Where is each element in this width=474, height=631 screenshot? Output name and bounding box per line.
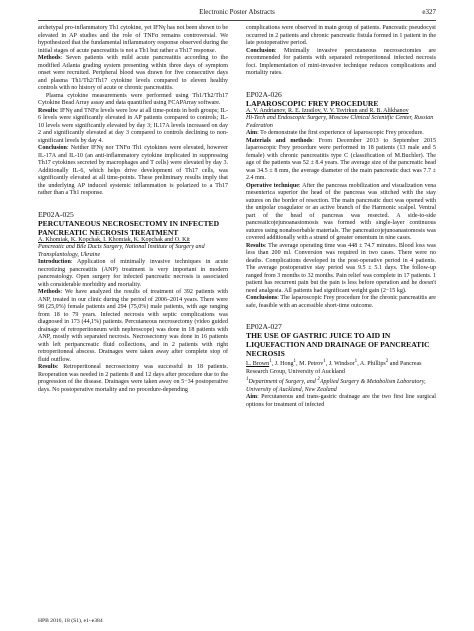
abstract-affiliation: Pancreatic and Bile Ducts Surgery, National Institute of Surgery and Transplantology, Ukraine [38,244,205,258]
technique-paragraph: Operative technique: After the pancreas mobilization and visualization vena mesenterica superior the head of the pancreas was stitched with the stay sutures on the border of resection. The main pancreatic duct was opened with the unipolar coagulator or an active branch of the Harmonic scalpel. Ventral part of the head of pancreas was resected. A side-to-side pancreaticojejunoanastomosis was formed with single-layer continuous sutures using nonabsorbable materials. The pancreaticojejunoanastomosis was covered additionally with a strand of greater omentum in nine cases. [246,182,436,241]
results-paragraph: Results: Retroperitoneal necrosectomy was successful in 18 patients. Reoperation was needed in 2 patients 8 and 12 days after procedure due to the progression of the disease. Drainages were taken away on 5−34 postoperative days. No postoperative mortality and no procedure-depending [38,364,228,393]
conclusions-paragraph: Conclusions: The laparoscopic Frey procedure for the chronic pancreatitis are safe, feasible with an accessible short-time outcome. [246,295,436,309]
results-paragraph: Results: The average operating time was 448 ± 74.7 minutes. Blood loss was less than 200 ml. Conversion was required in two cases. There were no deaths. Complications developed in the post-operative period in 4 patients. The average postoperative stay period was 9.5 ± 5.1 days. The follow-up ranged from 3 months to 32 months. Pain relief was complete in 17 patients. 1 patient has recurrent pain but the pain is less before operation and he doesn't need analgesia. All patients had significant weight gain (2−15 kg). [246,242,436,294]
methods-paragraph: Methods: Seven patients with mild acute pancreatitis according to the modified Atlanta grading system presenting within three days of symptom onset were recruited. Peripheral blood was drawn for five consecutive days and plasma Th1/Th2/Th17 cytokine levels compared to eleven healthy controls with no history of acute or chronic pancreatitis. [38,55,228,91]
methods-paragraph: Methods: We have analyzed the results of treatment of 392 patients with ANP, treated in our clinic during the period of 2006–2014 years. There were 98 (25,0%) female patients and 294 (75,0%) male patients, with age ranging from 18 to 79 years. Infected necrosis with septic complications was diagnosed in 173 (44,1%) patients. Percutaneous necrosectomy (video guided drainage of retroperitoneum with nephroscope) was done in 18 patients with ANP, mostly with separated necrosis. Necrosectomy was done in 16 patients with left peripancreatic fluid collections, and in 2 patients with right retroperitoneal abscess. Drainages were taken away after complete stop of fluid outflow. [38,289,228,363]
running-header [0,8,474,20]
results-paragraph: Results: IFNγ and TNFα levels were low at all time-points in both groups; IL-6 levels were significantly elevated in AP patients compared to controls; IL-10 levels were significantly elevated by day 3; IL17A levels increased on day 2 and significantly elevated at day 3 compared to controls declining to non-significant levels by day 4. [38,107,228,144]
header-rule [38,20,436,21]
abstract-title: PERCUTANEOUS NECROSECTOMY IN INFECTED PANCREATIC NECROSIS TREATMENT [38,218,220,237]
introduction-paragraph: Introduction: Application of minimally invasive techniques in acute necrotizing pancreatitis (ANP) treatment is very important in modern pancreatology. Open surgery for infected pancreatic necrosis is associated with considerable morbidity and mortality. [38,259,228,288]
abstract-affiliation: Hi-Tech and Endoscopic Surgery, Moscow Clinical Scientific Center, Russian Federation [246,115,434,129]
abstract-affiliation: $^1$Department of Surgery, and $^2$Applied Surgery & Metabolism Laboratory, University of Auckland, New Zealand [246,377,426,393]
methods-paragraph: Materials and methods: From December 2013 to September 2015 laparoscopic Frey procedure were performed in 18 patients (13 male and 5 female) with chronic pancreatitis type C (classification of M.Buchler). The age of the patients was 52 ± 8.4 years. The average size of the pancreatic head was 34.5 ± 8 mm, the average diameter of the main pancreatic duct was 7.7 ± 2.4 mm. [246,137,436,181]
intro-paragraph: archetypal pro-inflammatory Th1 cytokine, yet IFNγ has not been shown to be elevated in AP studies and the role of TNFα remains controversial. We hypothesized that the fundamental inflammatory response observed during the initial stages of acute pancreatitis is not a Th1 but rather a Th17 response. [38,25,228,54]
abstract-title: LAPAROSCOPIC FREY PROCEDURE [246,98,379,108]
conclusion-paragraph: Conclusion: Minimally invasive percutaneous necrosectomies are recommended for patients with separated retroperitoneal infected necrosis foci. Implementation of mini-invasive technique reduces complications and mortality rates. [246,47,436,76]
page-footer: HPB 2016, 18 (S1), e1–e384 [38,618,103,624]
right-column [246,25,436,409]
continuation-paragraph: complications were observed in main group of patients. Pancreatic pseudocyst occurred in 2 patients and chronic pancreatic fistula formed in 1 patient in the late postoperative period. [246,25,436,46]
abstract-id: EP02A-025 [38,209,74,219]
journal-section-title: Electronic Poster Abstracts [199,8,275,16]
abstract-authors: A. Khomiak, K. Kopchak, I. Khomiak, K. Kopchak and O. Kit [38,236,190,243]
left-column [38,25,228,394]
conclusion-paragraph: Conclusion: Neither IFNγ nor TNFα Th1 cytokines were elevated, however IL-17A and IL-10 (an anti-inflammatory cytokine implicated in suppressing Th17 cytokines secreted by macrophages and T cells) were elevated by day 3. Additionally IL-6, which helps drive development of Th17 cells, was significantly elevated at all time-points. These preliminary results imply that the underlying AP induced systemic inflammation is polarized to a Th17 rather than a Th1 response. [38,145,228,196]
abstract-authors: A. V. Andrianov, R. E. Izrailov, V. V. Tsvirkun and R. B. Alikhanov [246,107,409,114]
page-number: e327 [422,8,436,16]
aim-paragraph: Aim: Percutaneous and trans-gastric drainage are the two first line surgical options for treatment of infected [246,394,436,408]
abstract-authors: L. Brown$^1$, J. Hong$^1$, M. Petrov$^1$, J. Windsor$^1$, A. Phillips$^2$ and Pancreas Research Group, University of Auckland [246,359,422,375]
methods-paragraph-2: Plasma cytokine measurements were performed using Th1/Th2/Th17 Cytokine Bead Array assay and data quantified using FCAPArray software. [38,92,228,106]
abstract-id: EP02A-027 [246,322,282,331]
abstract-id: EP02A-026 [246,89,282,99]
aim-paragraph: Aim: To demonstrate the first experience of laparoscopic Frey procedure. [246,130,424,136]
abstract-title: THE USE OF GASTRIC JUICE TO AID IN LIQUEFACTION AND DRAINAGE OF PANCREATIC NECROSIS [246,331,430,358]
